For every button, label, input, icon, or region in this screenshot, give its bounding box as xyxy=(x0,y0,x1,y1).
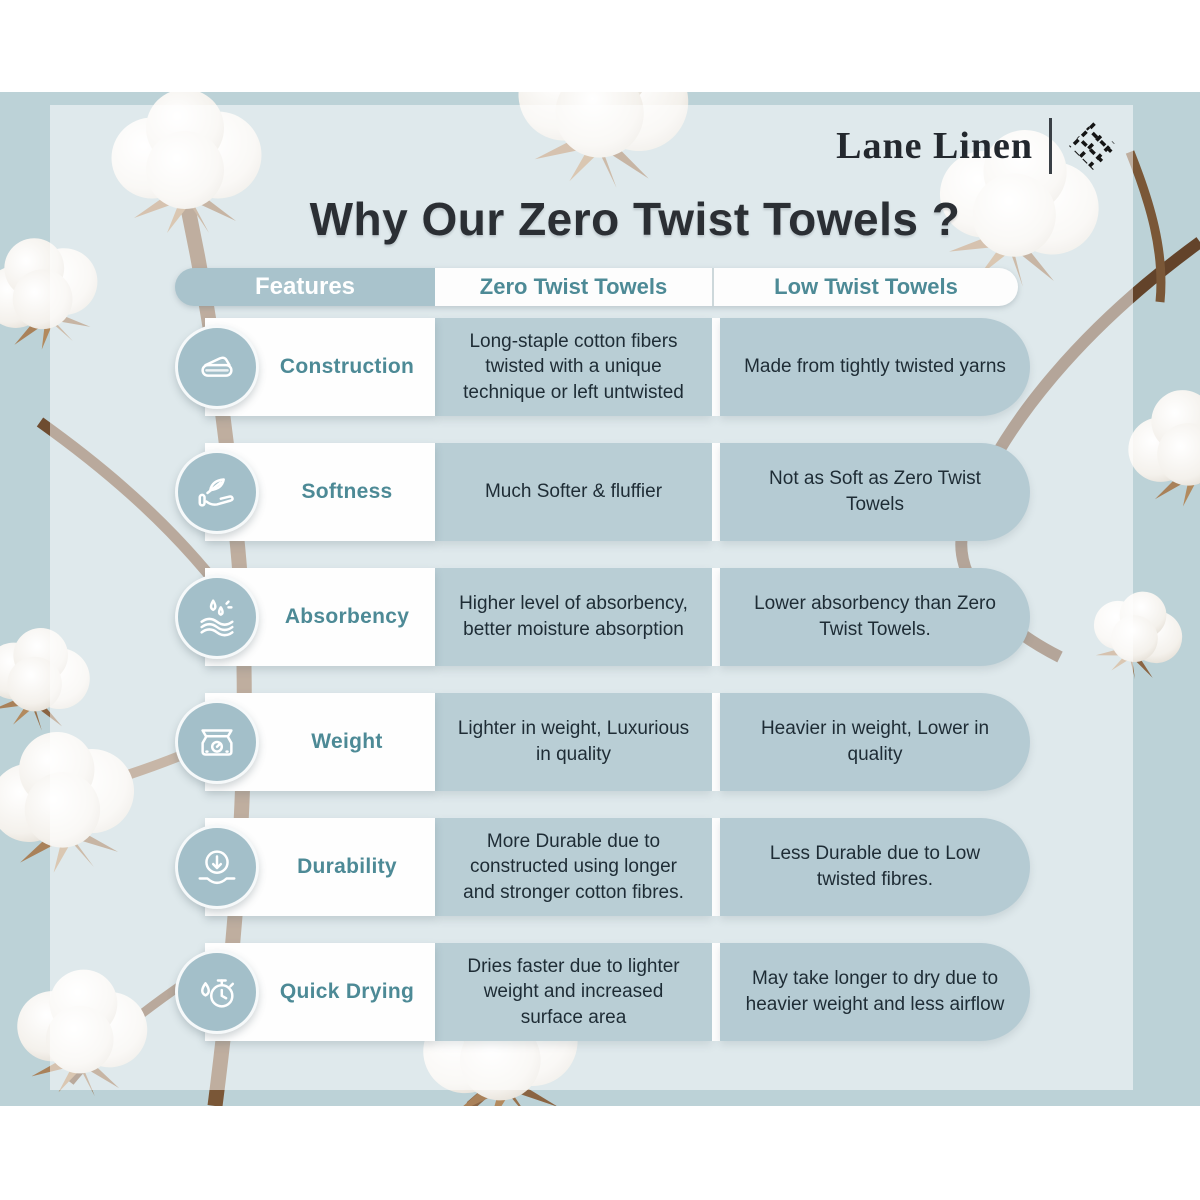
low-twist-cell: Lower absorbency than Zero Twist Towels. xyxy=(720,568,1030,666)
low-twist-cell: May take longer to dry due to heavier weight and less airflow xyxy=(720,943,1030,1041)
page-title: Why Our Zero Twist Towels ? xyxy=(309,193,961,245)
low-twist-cell: Made from tightly twisted yarns xyxy=(720,318,1030,416)
column-divider xyxy=(712,943,720,1041)
header-zero-twist: Zero Twist Towels xyxy=(435,268,712,306)
table-row-durability xyxy=(175,818,1030,916)
feature-cell xyxy=(175,443,435,541)
column-divider xyxy=(712,318,720,416)
feature-label: Absorbency xyxy=(284,605,410,628)
feature-cell xyxy=(175,568,435,666)
feature-label: Softness xyxy=(301,480,393,503)
column-divider xyxy=(712,568,720,666)
hand-feather-icon xyxy=(175,450,259,534)
zero-twist-cell: Much Softer & fluffier xyxy=(435,443,712,541)
feature-cell xyxy=(175,318,435,416)
comparison-table xyxy=(175,268,1030,1068)
feature-label: Durability xyxy=(297,855,397,878)
durability-press-icon xyxy=(175,825,259,909)
header-features: Features xyxy=(175,268,435,306)
table-row-softness xyxy=(175,443,1030,541)
zero-twist-cell: More Durable due to constructed using longer and stronger cotton fibres. xyxy=(435,818,712,916)
low-twist-cell: Not as Soft as Zero Twist Towels xyxy=(720,443,1030,541)
logo-divider xyxy=(1049,118,1052,174)
zero-twist-cell: Lighter in weight, Luxurious in quality xyxy=(435,693,712,791)
zero-twist-cell: Long-staple cotton fibers twisted with a unique technique or left untwisted xyxy=(435,318,712,416)
column-divider xyxy=(712,693,720,791)
header-low-twist: Low Twist Towels xyxy=(714,268,1018,306)
brand-name: Lane Linen xyxy=(836,125,1033,167)
feature-cell xyxy=(175,693,435,791)
column-divider xyxy=(712,443,720,541)
feature-label: Quick Drying xyxy=(279,980,415,1003)
weighing-scale-icon xyxy=(175,700,259,784)
table-header-row xyxy=(175,268,1030,306)
zero-twist-cell: Dries faster due to lighter weight and increased surface area xyxy=(435,943,712,1041)
table-row-absorbency xyxy=(175,568,1030,666)
feature-cell xyxy=(175,818,435,916)
water-drops-fabric-icon xyxy=(175,575,259,659)
feature-cell xyxy=(175,943,435,1041)
column-divider xyxy=(712,818,720,916)
zero-twist-cell: Higher level of absorbency, better moisture absorption xyxy=(435,568,712,666)
folded-towel-icon xyxy=(175,325,259,409)
brand-logo xyxy=(836,118,1118,174)
weave-pattern-icon xyxy=(1068,121,1118,171)
table-row-construction xyxy=(175,318,1030,416)
drop-stopwatch-icon xyxy=(175,950,259,1034)
feature-label: Weight xyxy=(311,730,383,753)
feature-label: Construction xyxy=(279,355,415,378)
low-twist-cell: Less Durable due to Low twisted fibres. xyxy=(720,818,1030,916)
table-row-quick-drying xyxy=(175,943,1030,1041)
low-twist-cell: Heavier in weight, Lower in quality xyxy=(720,693,1030,791)
table-row-weight xyxy=(175,693,1030,791)
